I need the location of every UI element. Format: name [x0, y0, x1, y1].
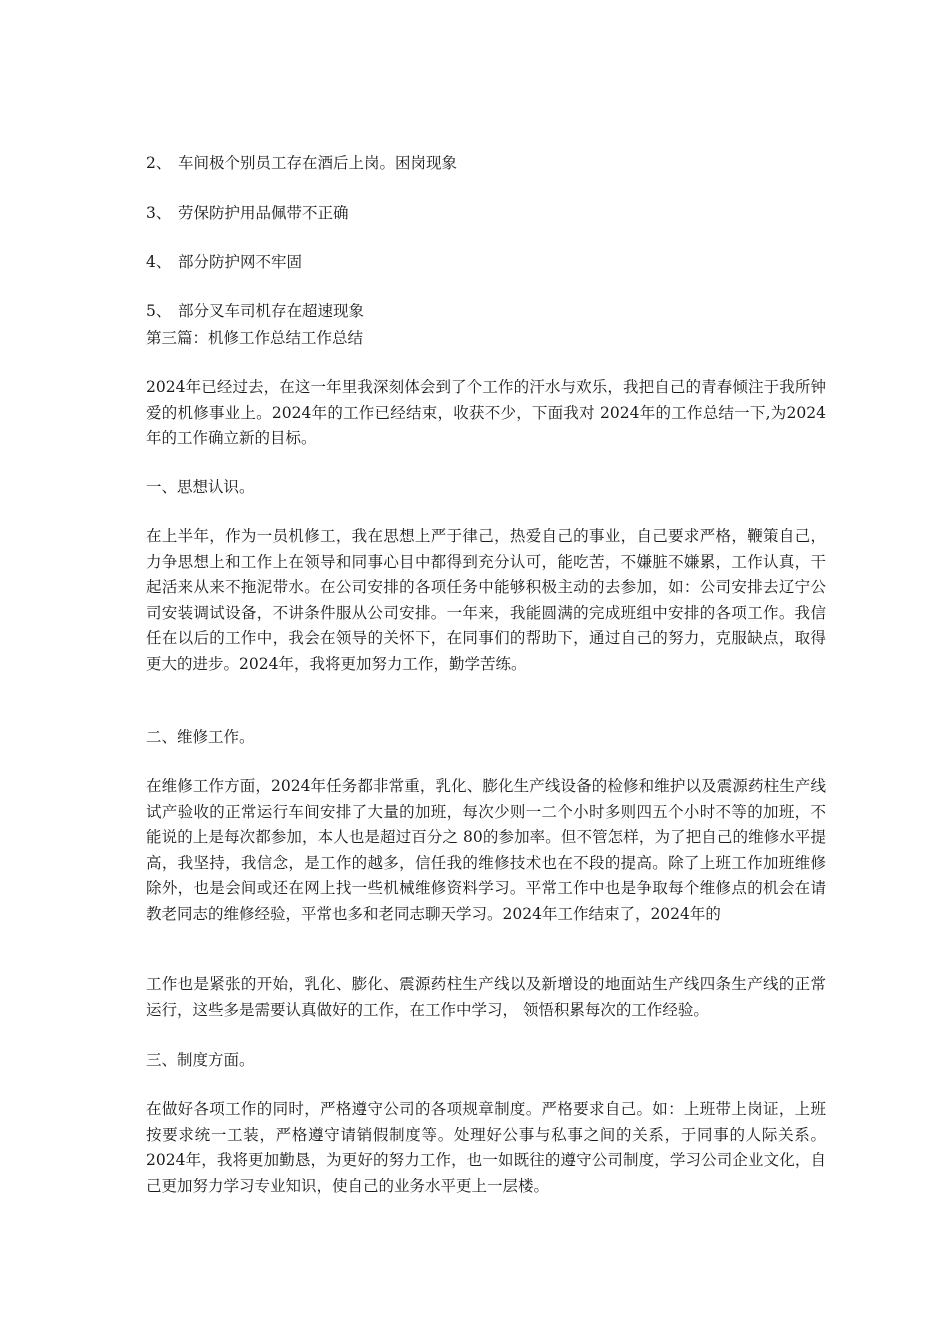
section-heading-rules: 三、制度方面。 — [146, 1051, 255, 1069]
list-item-number: 2、 — [146, 154, 172, 172]
list-item — [146, 201, 349, 225]
section-heading-thoughts: 一、思想认识。 — [146, 478, 255, 496]
list-item-number: 4、 — [146, 253, 172, 271]
list-item-number: 5、 — [146, 302, 172, 320]
section-body-rules: 在做好各项工作的同时，严格遵守公司的各项规章制度。严格要求自己。如：上班带上岗证，上班按要求统一工装，严格遵守请销假制度等。处理好公事与私事之间的关系，于同事的人际关系。2024年，我将更加勤恳，为更好的努力工作，也一如既往的遵守公司制度，学习公司企业文化，自己更加努力学习专业知识，使自己的业务水平更上一层楼。 — [146, 1100, 826, 1195]
intro-paragraph: 2024年已经过去，在这一年里我深刻体会到了个工作的汗水与欢乐，我把自己的青春倾注于我所钟爱的机修事业上。2024年的工作已经结束，收获不少，下面我对 2024年的工作总结一下,为2024年的工作确立新的目标。 — [146, 378, 826, 447]
article-title: 第三篇：机修工作总结工作总结 — [146, 329, 364, 347]
list-item — [146, 250, 302, 274]
list-item-text: 部分叉车司机存在超速现象 — [178, 302, 365, 320]
list-item-number: 3、 — [146, 204, 172, 222]
section-body-thoughts: 在上半年，作为一员机修工，我在思想上严于律己，热爱自己的事业，自己要求严格，鞭策自己，力争思想上和工作上在领导和同事心目中都得到充分认可，能吃苦，不嫌脏不嫌累，工作认真，干起活来从来不拖泥带水。在公司安排的各项任务中能够积极主动的去参加，如：公司安排去辽宁公司安装调试设备，不讲条件服从公司安排。一年来，我能圆满的完成班组中安排的各项工作。我信任在以后的工作中，我会在领导的关怀下，在同事们的帮助下，通过自己的努力，克服缺点，取得更大的进步。2024年，我将更加努力工作，勤学苦练。 — [146, 527, 826, 673]
list-item — [146, 151, 457, 175]
list-item-text: 劳保防护用品佩带不正确 — [178, 204, 349, 222]
section-body-maintenance-continued: 工作也是紧张的开始，乳化、膨化、震源药柱生产线以及新增设的地面站生产线四条生产线的正常运行，这些多是需要认真做好的工作，在工作中学习， 领悟积累每次的工作经验。 — [146, 975, 826, 1019]
list-item-text: 车间极个别员工存在酒后上岗。困岗现象 — [178, 154, 458, 172]
list-item-text: 部分防护网不牢固 — [178, 253, 303, 271]
section-body-maintenance: 在维修工作方面，2024年任务都非常重，乳化、膨化生产线设备的检修和维护以及震源药柱生产线试产验收的正常运行车间安排了大量的加班，每次少则一二个小时多则四五个小时不等的加班，不能说的上是每次都参加，本人也是超过百分之 80的参加率。但不管怎样，为了把自己的维修水平提高，我坚持，我信念，是工作的越多，信任我的维修技术也在不段的提高。除了上班工作加班维修除外，也是会间或还在网上找一些机械维修资料学习。平常工作中也是争取每个维修点的机会在请教老同志的维修经验，平常也多和老同志聊天学习。2024年工作结束了，2024年的 — [146, 777, 826, 923]
list-item — [146, 299, 364, 323]
section-heading-maintenance: 二、维修工作。 — [146, 728, 255, 746]
